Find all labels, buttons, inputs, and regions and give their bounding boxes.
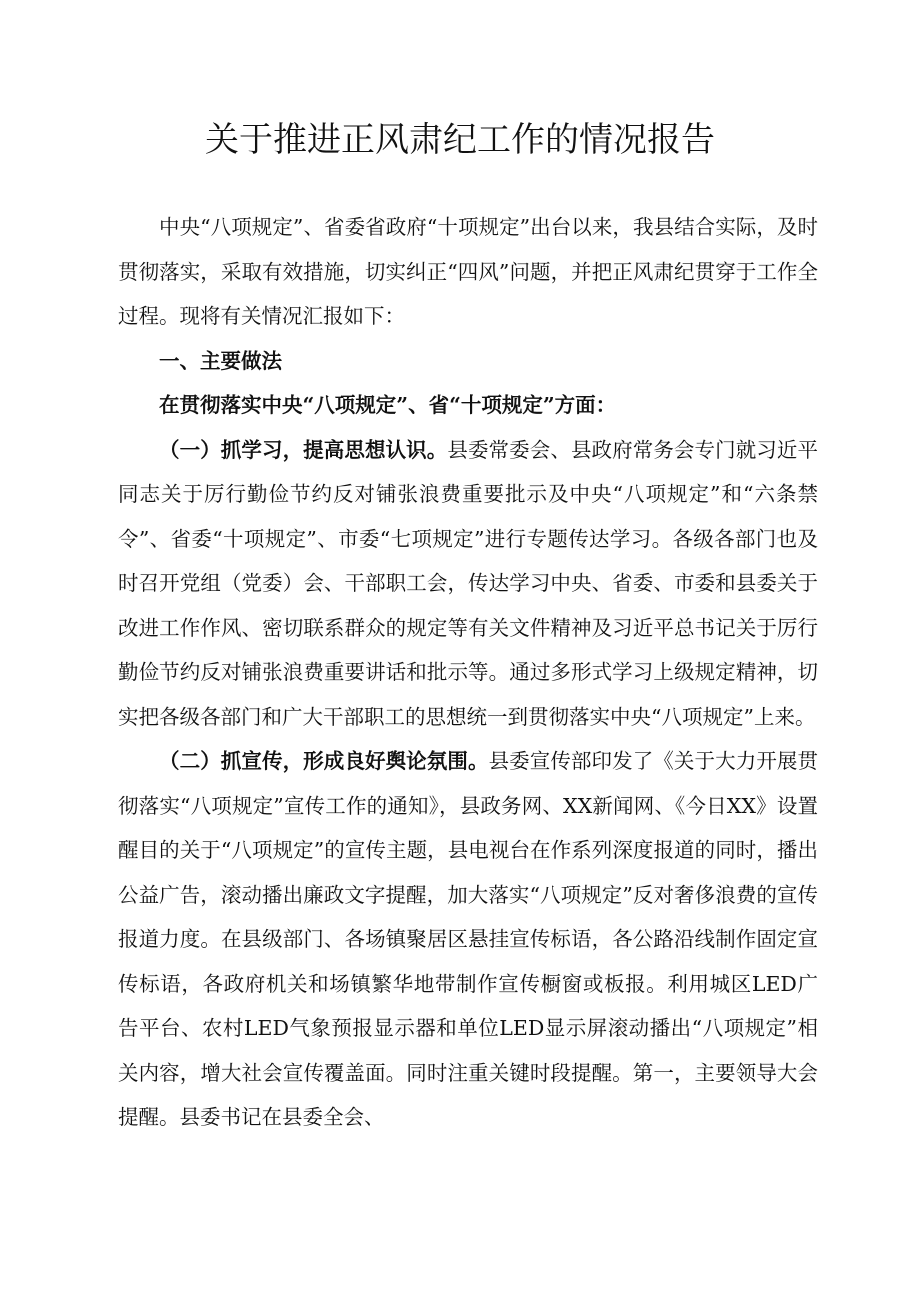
item-2-body: 县委宣传部印发了《关于大力开展贯彻落实“八项规定”宣传工作的通知》，县政务网、XX新闻网、《今日XX》设置醒目的关于“八项规定”的宣传主题，县电视台在作系列深度报道的同时，播出公益广告，滚动播出廉政文字提醒，加大落实“八项规定”反对奢侈浪费的宣传报道力度。在县级部门、各场镇聚居区悬挂宣传标语，各公路沿线制作固定宣传标语，各政府机关和场镇繁华地带制作宣传橱窗或板报。利用城区LED广告平台、农村LED气象预报显示器和单位LED显示屏滚动播出“八项规定”相关内容，增大社会宣传覆盖面。同时注重关键时段提醒。第一，主要领导大会提醒。县委书记在县委全会、 <box>118 749 819 1129</box>
item-2-paragraph <box>118 739 818 1140</box>
section-heading: 一、主要做法 <box>159 348 282 373</box>
document-title: 关于推进正风肃纪工作的情况报告 <box>205 120 715 160</box>
section-subheading: 在贯彻落实中央“八项规定”、省“十项规定”方面： <box>159 393 617 417</box>
item-1-paragraph <box>118 428 818 740</box>
intro-paragraph: 中央“八项规定”、省委省政府“十项规定”出台以来，我县结合实际，及时贯彻落实，采取有效措施，切实纠正“四风”问题，并把正风肃纪贯穿于工作全过程。现将有关情况汇报如下： <box>118 215 818 328</box>
document-body <box>118 205 818 1140</box>
item-1-body: 县委常委会、县政府常务会专门就习近平同志关于厉行勤俭节约反对铺张浪费重要批示及中央“八项规定”和“六条禁令”、省委“十项规定”、市委“七项规定”进行专题传达学习。各级各部门也及时召开党组（党委）会、干部职工会，传达学习中央、省委、市委和县委关于改进工作作风、密切联系群众的规定等有关文件精神及习近平总书记关于厉行勤俭节约反对铺张浪费重要讲话和批示等。通过多形式学习上级规定精神，切实把各级各部门和广大干部职工的思想统一到贯彻落实中央“八项规定”上来。 <box>118 437 819 729</box>
item-2-lead: （二）抓宣传，形成良好舆论氛围。 <box>159 749 489 773</box>
item-1-lead: （一）抓学习，提高思想认识。 <box>159 437 448 462</box>
